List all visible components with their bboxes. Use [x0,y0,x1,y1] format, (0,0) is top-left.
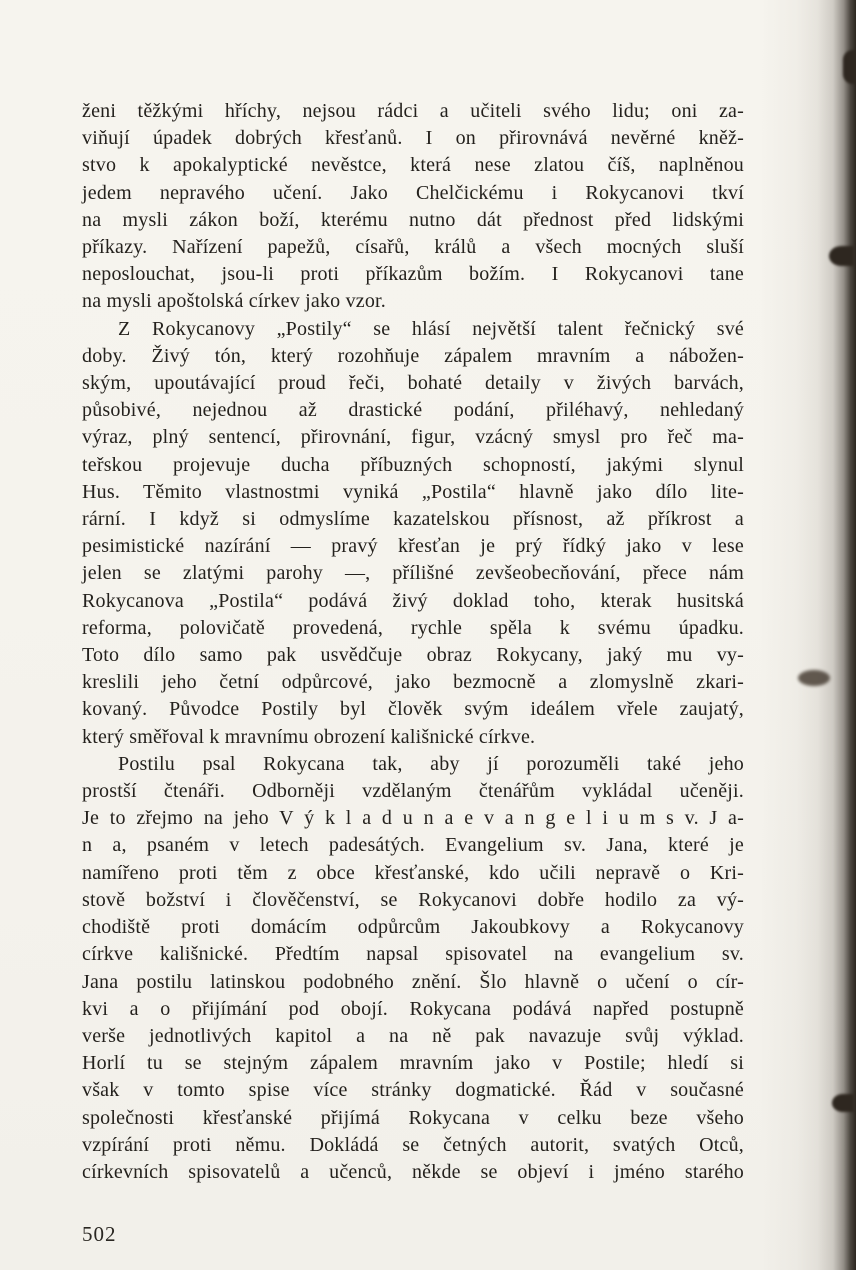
text-line: příkazy. Nařízení papežů, císařů, králů a všech mocných sluší [82,236,744,259]
text-line: Hus. Těmito vlastnostmi vyniká „Postila“ hlavně jako dílo lite- [82,480,744,503]
text-line: kovaný. Původce Postily byl člověk svým ideálem vřele zaujatý, [82,698,744,721]
page-edge-smudge-middle [798,670,830,686]
page-text [82,98,744,1186]
text-line: neposlouchat, jsou-li proti příkazům božím. I Rokycanovi tane [82,263,744,286]
text-line: reforma, polovičatě provedená, rychle spěla k svému úpadku. [82,616,744,639]
text-line: verše jednotlivých kapitol a na ně pak navazuje svůj výklad. [82,1024,744,1047]
text-line: namířeno proti těm z obce křesťanské, kdo učili nepravě o Kri- [82,861,744,884]
text-line: stově božství i člověčenství, se Rokycanovi dobře hodilo za vý- [82,888,744,911]
paragraph [82,751,744,1186]
text-line: na mysli zákon boží, kterému nutno dát přednost před lidskými [82,208,744,231]
text-line: kreslili jeho četní odpůrcové, jako bezmocně a zlomyslně zkari- [82,671,744,694]
text-line: působivé, nejednou až drastické podání, přiléhavý, nehledaný [82,399,744,422]
page-binding-shadow [760,0,856,1270]
page-number: 502 [82,1222,117,1246]
paragraph [82,316,744,751]
text-line: Toto dílo samo pak usvědčuje obraz Rokycany, jaký mu vy- [82,644,744,667]
page-edge-mark-lower [832,1094,854,1112]
text-line: vzpírání proti němu. Dokládá se četných autorit, svatých Otců, [82,1133,744,1156]
text-line: doby. Živý tón, který rozohňuje zápalem mravním a nábožen- [82,344,744,367]
text-line: viňují úpadek dobrých křesťanů. I on přirovnává nevěrné kněž- [82,127,744,150]
text-line: církve kališnické. Předtím napsal spisovatel na evangelium sv. [82,943,744,966]
page-edge-mark-upper [829,246,854,266]
text-line: jelen se zlatými parohy —, přílišné zevšeobecňování, přece nám [82,562,744,585]
text-line: n a, psaném v letech padesátých. Evangelium sv. Jana, které je [82,834,744,857]
text-line: však v tomto spise více stránky dogmatické. Řád v současné [82,1079,744,1102]
text-line: rární. I když si odmyslíme kazatelskou přísnost, až příkrost a [82,508,744,531]
text-line: Rokycanova „Postila“ podává živý doklad toho, kterak husitská [82,589,744,612]
text-line: chodiště proti domácím odpůrcům Jakoubkovy a Rokycanovy [82,916,744,939]
paragraph [82,98,744,316]
text-line: ženi těžkými hříchy, nejsou rádci a učiteli svého lidu; oni za- [82,100,744,122]
text-line: který směřoval k mravnímu obrození kališnické církve. [82,725,536,748]
text-line: Jana postilu latinskou podobného znění. Šlo hlavně o učení o cír- [82,970,744,993]
text-line: Je to zřejmo na jeho V ý k l a d u n a e v a n g e l i u m s v. J a- [82,807,744,830]
text-line: teřskou projevuje ducha příbuzných schopností, jakými slynul [82,453,744,476]
text-line: stvo k apokalyptické nevěstce, která nese zlatou číš, naplněnou [82,154,744,177]
text-line: na mysli apoštolská církev jako vzor. [82,290,387,313]
text-line: společnosti křesťanské přijímá Rokycana v celku beze všeho [82,1106,744,1129]
text-line: Postilu psal Rokycana tak, aby jí porozuměli také jeho [118,752,744,775]
text-line: výraz, plný sentencí, přirovnání, figur, vzácný smysl pro řeč ma- [82,426,744,449]
text-line: pesimistické nazírání — pravý křesťan je prý řídký jako v lese [82,535,744,558]
text-line: ským, upoutávající proud řeči, bohaté detaily v živých barvách, [82,372,744,395]
text-line: Z Rokycanovy „Postily“ se hlásí největší talent řečnický své [118,317,744,340]
text-line: prostší čtenáři. Odborněji vzdělaným čtenářům vykládal učeněji. [82,780,744,803]
page-edge-mark-top [843,50,856,84]
text-line: jedem nepravého učení. Jako Chelčickému i Rokycanovi tkví [82,181,744,204]
text-line: církevních spisovatelů a učenců, někde se objeví i jméno starého [82,1160,744,1183]
text-line: Horlí tu se stejným zápalem mravním jako v Postile; hledí si [82,1052,744,1075]
text-line: kvi a o přijímání pod obojí. Rokycana podává napřed postupně [82,997,744,1020]
